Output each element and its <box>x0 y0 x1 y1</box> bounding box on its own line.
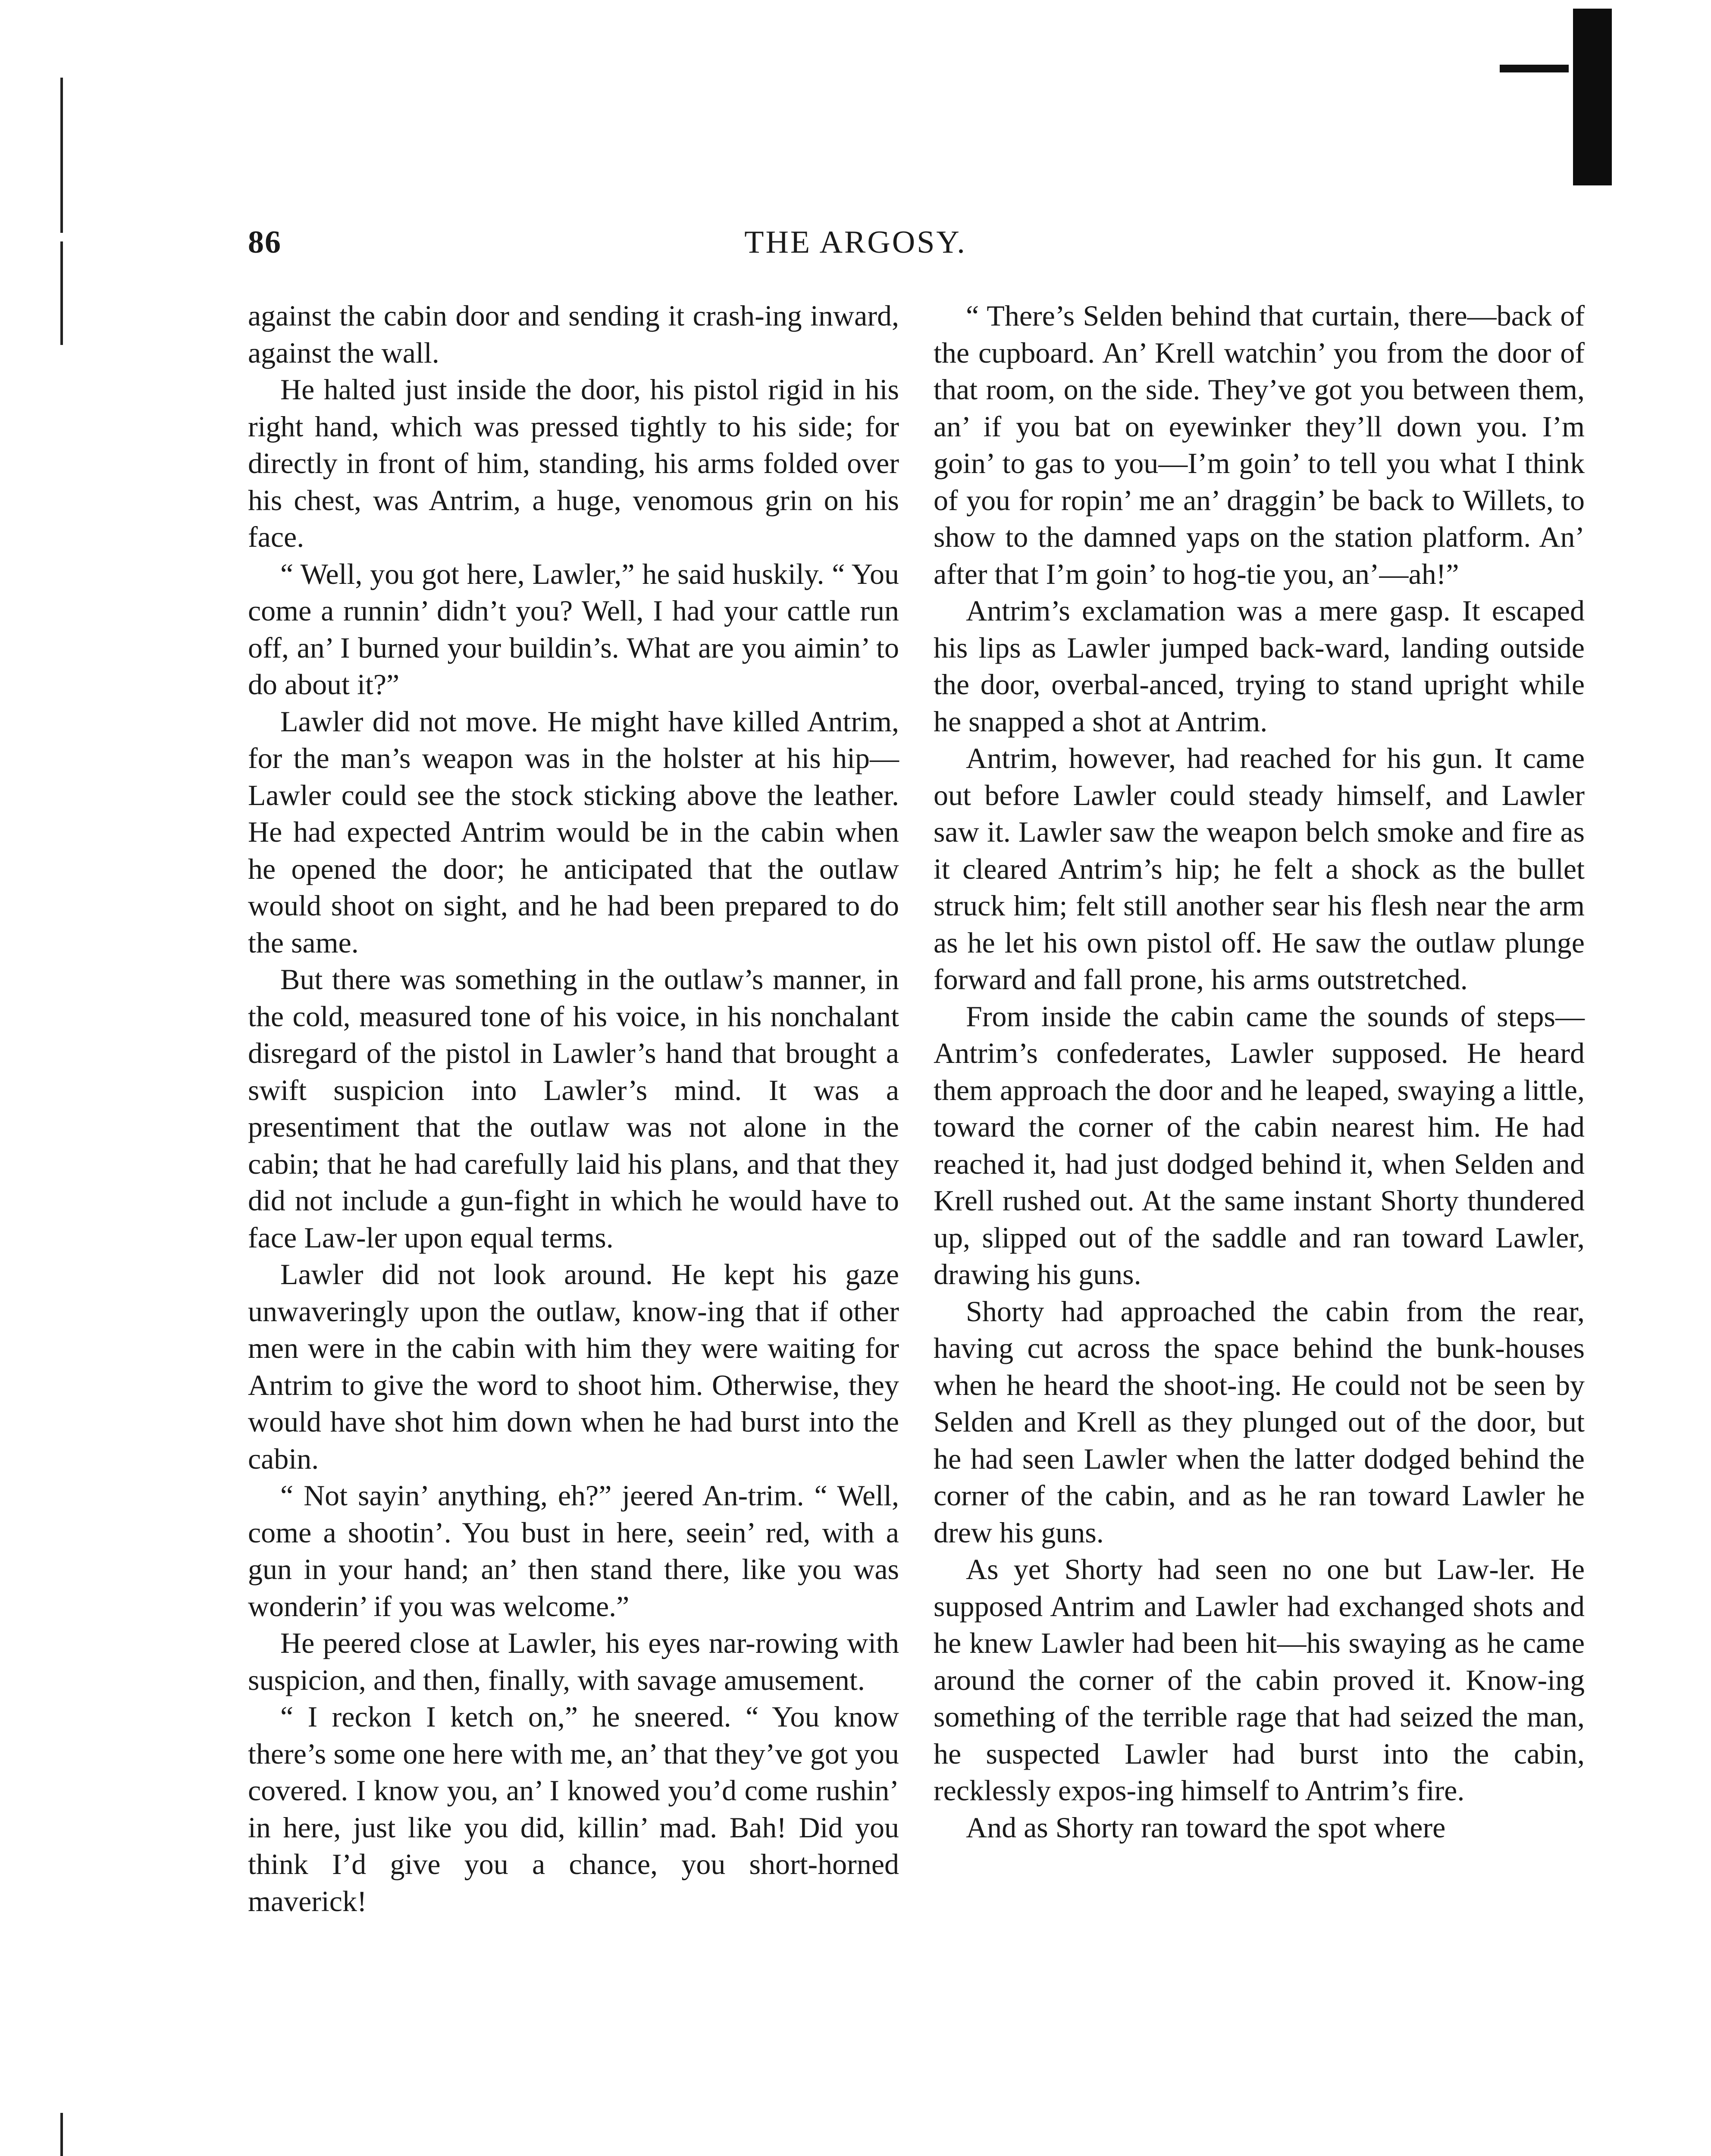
margin-mark <box>60 78 63 233</box>
paragraph: “ Well, you got here, Lawler,” he said huskily. “ You come a runnin’ didn’t you? Well, I had your cattle run off, an’ I burned your buildin’s. What are you aimin’ to do about it?” <box>248 557 899 701</box>
paragraph: And as Shorty ran toward the spot where <box>966 1811 1446 1844</box>
paragraph: He peered close at Lawler, his eyes nar-rowing with suspicion, and then, finally, with savage amusement. <box>248 1626 899 1696</box>
text-column-left <box>248 298 899 1920</box>
paragraph: But there was something in the outlaw’s manner, in the cold, measured tone of his voice, in his nonchalant disregard of the pistol in Lawler’s hand that brought a swift suspicion into Lawler’s mind. It was a presentiment that the outlaw was not alone in the cabin; that he had carefully laid his plans, and that they did not include a gun-fight in which he would have to face Law-ler upon equal terms. <box>248 963 899 1254</box>
paragraph: From inside the cabin came the sounds of steps—Antrim’s confederates, Lawler supposed. He heard them approach the door and he leaped, swaying a little, toward the corner of the cabin nearest him. He had reached it, had just dodged behind it, when Selden and Krell rushed out. At the same instant Shorty thundered up, slipped out of the saddle and ran toward Lawler, drawing his guns. <box>934 1000 1585 1291</box>
paragraph: He halted just inside the door, his pistol rigid in his right hand, which was pressed tightly to his side; for directly in front of him, standing, his arms folded over his chest, was Antrim, a huge, venomous grin on his face. <box>248 373 899 553</box>
paragraph: against the cabin door and sending it crash-ing inward, against the wall. <box>248 299 899 369</box>
paragraph: Shorty had approached the cabin from the rear, having cut across the space behind the bunk-houses when he heard the shoot-ing. He could not be seen by Selden and Krell as they plunged out of the door, but he had seen Lawler when the latter dodged behind the corner of the cabin, and as he ran toward Lawler he drew his guns. <box>934 1294 1585 1549</box>
paragraph: “ There’s Selden behind that curtain, there—back of the cupboard. An’ Krell watchin’ you from the door of that room, on the side. They’ve got you between them, an’ if you bat on eyewinker they’ll down you. I’m goin’ to gas to you—I’m goin’ to tell you what I think of you for ropin’ me an’ draggin’ be back to Willets, to show to the damned yaps on the station platform. An’ after that I’m goin’ to hog-tie you, an’—ah!” <box>934 299 1585 590</box>
paragraph: Lawler did not move. He might have killed Antrim, for the man’s weapon was in the holster at his hip—Lawler could see the stock sticking above the leather. He had expected Antrim would be in the cabin when he opened the door; he anticipated that the outlaw would shoot on sight, and he had been prepared to do the same. <box>248 705 899 959</box>
margin-mark <box>60 2113 63 2156</box>
paragraph: As yet Shorty had seen no one but Law-ler. He supposed Antrim and Lawler had exchanged shots and he knew Lawler had been hit—his swaying as he came around the corner of the cabin proved it. Know-ing something of the terrible rage that had seized the man, he suspected Lawler had burst into the cabin, recklessly expos-ing himself to Antrim’s fire. <box>934 1553 1585 1807</box>
paragraph: Lawler did not look around. He kept his gaze unwaveringly upon the outlaw, know-ing that if other men were in the cabin with him they were waiting for Antrim to give the word to shoot him. Otherwise, they would have shot him down when he had burst into the cabin. <box>248 1258 899 1475</box>
paragraph: “ Not sayin’ anything, eh?” jeered An-trim. “ Well, come a shootin’. You bust in here, seein’ red, with a gun in your hand; an’ then stand there, like you was wonderin’ if you was welcome.” <box>248 1479 899 1623</box>
paragraph: Antrim, however, had reached for his gun. It came out before Lawler could steady himself, and Lawler saw it. Lawler saw the weapon belch smoke and fire as it cleared Antrim’s hip; he felt a shock as the bullet struck him; felt still another sear his flesh near the arm as he let his own pistol off. He saw the outlaw plunge forward and fall prone, his arms outstretched. <box>934 742 1585 996</box>
paragraph: Antrim’s exclamation was a mere gasp. It escaped his lips as Lawler jumped back-ward, landing outside the door, overbal-anced, trying to stand upright while he snapped a shot at Antrim. <box>934 594 1585 738</box>
scan-smudge-top-right <box>1573 9 1612 185</box>
text-column-right <box>934 298 1585 1846</box>
paragraph: “ I reckon I ketch on,” he sneered. “ You know there’s some one here with me, an’ that they’ve got you covered. I know you, an’ I knowed you’d come rushin’ in here, just like you did, killin’ mad. Bah! Did you think I’d give you a chance, you short-horned maverick! <box>248 1700 899 1918</box>
page-number: 86 <box>248 225 282 260</box>
running-title: THE ARGOSY. <box>744 225 967 260</box>
scan-smudge-bar <box>1500 65 1569 72</box>
